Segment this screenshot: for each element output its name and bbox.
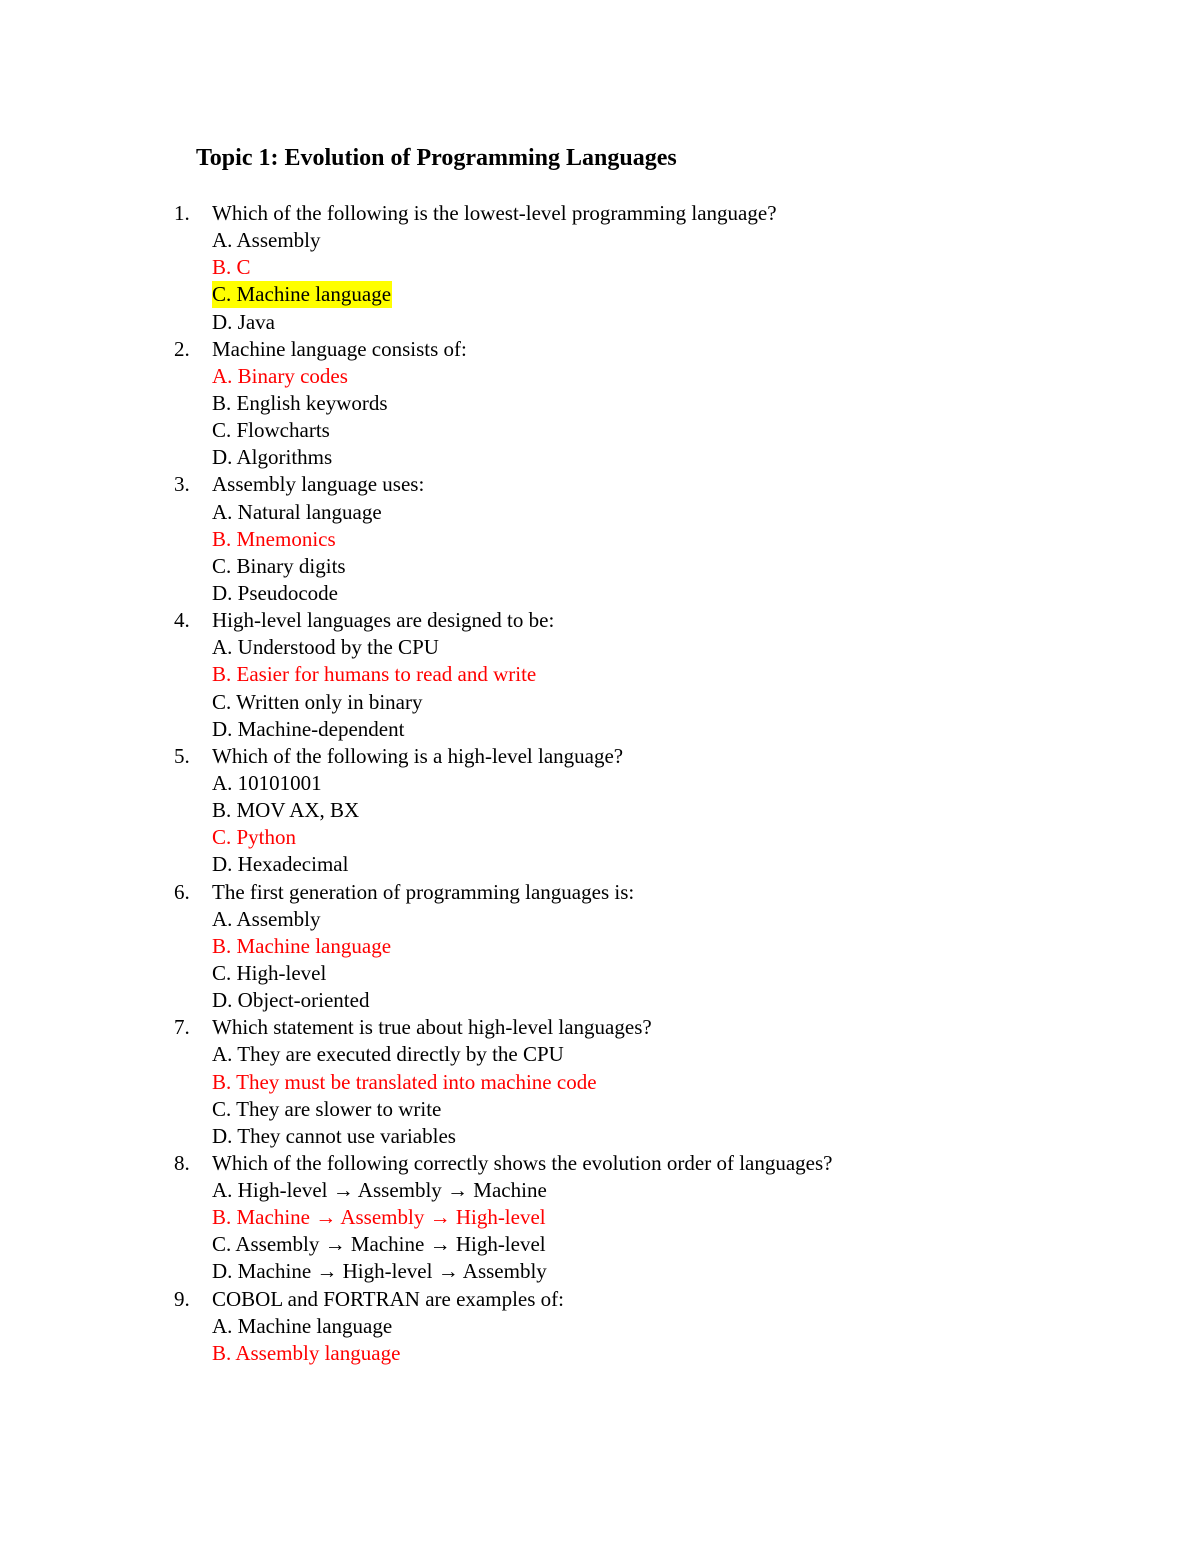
answer-option-row: [0, 499, 1200, 526]
answer-option-row: [0, 281, 1200, 308]
question-number: 9.: [174, 1286, 190, 1311]
correct-answer-option: B. They must be translated into machine code: [212, 1069, 597, 1094]
question-number: 6.: [174, 879, 190, 904]
question-item: [0, 336, 1200, 363]
answer-option-row: [0, 1313, 1200, 1340]
correct-answer-option: B. Machine language: [212, 933, 392, 958]
answer-option-row: [0, 987, 1200, 1014]
question-text: The first generation of programming languages is:: [212, 879, 635, 904]
answer-option: C. High-level: [212, 960, 327, 985]
question-item: [0, 1286, 1200, 1313]
question-item: [0, 200, 1200, 227]
answer-option-row: [0, 553, 1200, 580]
answer-option: D. They cannot use variables: [212, 1123, 456, 1148]
answer-option: C. They are slower to write: [212, 1096, 442, 1121]
answer-option: A. Assembly: [212, 228, 321, 253]
question-item: [0, 879, 1200, 906]
question-text: Which of the following is the lowest-level programming language?: [212, 201, 777, 225]
answer-option-row: [0, 1069, 1200, 1096]
answer-option: A. 10101001: [212, 770, 322, 795]
answer-option-row: [0, 1231, 1200, 1258]
answer-option-row: [0, 580, 1200, 607]
question-number: 8.: [174, 1150, 190, 1175]
answer-option-row: [0, 526, 1200, 553]
answer-option: A. High-level → Assembly → Machine: [212, 1178, 547, 1203]
answer-option-row: [0, 689, 1200, 716]
question-text: Assembly language uses:: [212, 472, 425, 497]
question-number: 5.: [174, 743, 190, 768]
answer-option-row: [0, 960, 1200, 987]
question-number: 4.: [174, 608, 190, 633]
answer-option-row: [0, 661, 1200, 688]
answer-option: A. They are executed directly by the CPU: [212, 1042, 564, 1067]
answer-option: D. Machine → High-level → Assembly: [212, 1259, 547, 1284]
answer-option-row: [0, 390, 1200, 417]
question-list: [0, 200, 1200, 1367]
answer-option-row: [0, 716, 1200, 743]
question-item: [0, 471, 1200, 498]
answer-option-row: [0, 444, 1200, 471]
answer-option-row: [0, 1177, 1200, 1204]
answer-option-row: [0, 1340, 1200, 1367]
answer-option: D. Hexadecimal: [212, 852, 349, 877]
answer-option-row: [0, 851, 1200, 878]
answer-option: C. Flowcharts: [212, 418, 330, 443]
answer-option: C. Written only in binary: [212, 689, 423, 714]
answer-option-row: [0, 906, 1200, 933]
answer-option-row: [0, 933, 1200, 960]
answer-option-row: [0, 797, 1200, 824]
answer-option: B. English keywords: [212, 390, 388, 415]
question-text: Which of the following correctly shows the evolution order of languages?: [212, 1150, 833, 1175]
correct-answer-option: A. Binary codes: [212, 363, 348, 388]
question-item: [0, 1150, 1200, 1177]
answer-option: D. Object-oriented: [212, 988, 370, 1013]
correct-answer-option: B. C: [212, 255, 251, 280]
answer-option: D. Pseudocode: [212, 580, 338, 605]
question-text: Which of the following is a high-level language?: [212, 743, 624, 768]
answer-option: A. Assembly: [212, 906, 321, 931]
correct-answer-option: B. Machine → Assembly → High-level: [212, 1205, 546, 1230]
question-number: 1.: [174, 201, 190, 225]
answer-option: C. Binary digits: [212, 553, 346, 578]
answer-option: A. Natural language: [212, 499, 382, 524]
answer-option-row: [0, 254, 1200, 281]
answer-option-row: [0, 1204, 1200, 1231]
answer-option: D. Java: [212, 309, 275, 334]
correct-answer-option: B. Mnemonics: [212, 526, 336, 551]
answer-option: D. Algorithms: [212, 445, 333, 470]
answer-option-row: [0, 634, 1200, 661]
answer-option: A. Understood by the CPU: [212, 635, 439, 660]
correct-answer-option: B. Easier for humans to read and write: [212, 662, 537, 687]
correct-answer-option: C. Python: [212, 825, 297, 850]
answer-option-row: [0, 1258, 1200, 1285]
answer-option-row: [0, 1123, 1200, 1150]
answer-option: D. Machine-dependent: [212, 716, 405, 741]
question-text: High-level languages are designed to be:: [212, 608, 555, 633]
question-item: [0, 607, 1200, 634]
answer-option-row: [0, 417, 1200, 444]
answer-option-row: [0, 824, 1200, 851]
page-title: Topic 1: Evolution of Programming Languages: [196, 145, 677, 171]
question-text: Which statement is true about high-level languages?: [212, 1015, 652, 1040]
answer-option-row: [0, 309, 1200, 336]
answer-option-row: [0, 1041, 1200, 1068]
question-number: 3.: [174, 472, 190, 497]
question-text: Machine language consists of:: [212, 336, 467, 361]
correct-answer-option: B. Assembly language: [212, 1340, 401, 1365]
answer-option: C. Assembly → Machine → High-level: [212, 1232, 546, 1257]
question-text: COBOL and FORTRAN are examples of:: [212, 1286, 564, 1311]
question-item: [0, 743, 1200, 770]
answer-option-row: [0, 1096, 1200, 1123]
question-number: 7.: [174, 1015, 190, 1040]
question-item: [0, 1014, 1200, 1041]
answer-option: B. MOV AX, BX: [212, 798, 360, 823]
highlighted-answer-option: C. Machine language: [212, 282, 392, 307]
answer-option-row: [0, 227, 1200, 254]
answer-option-row: [0, 363, 1200, 390]
answer-option: A. Machine language: [212, 1313, 393, 1338]
question-number: 2.: [174, 336, 190, 361]
answer-option-row: [0, 770, 1200, 797]
